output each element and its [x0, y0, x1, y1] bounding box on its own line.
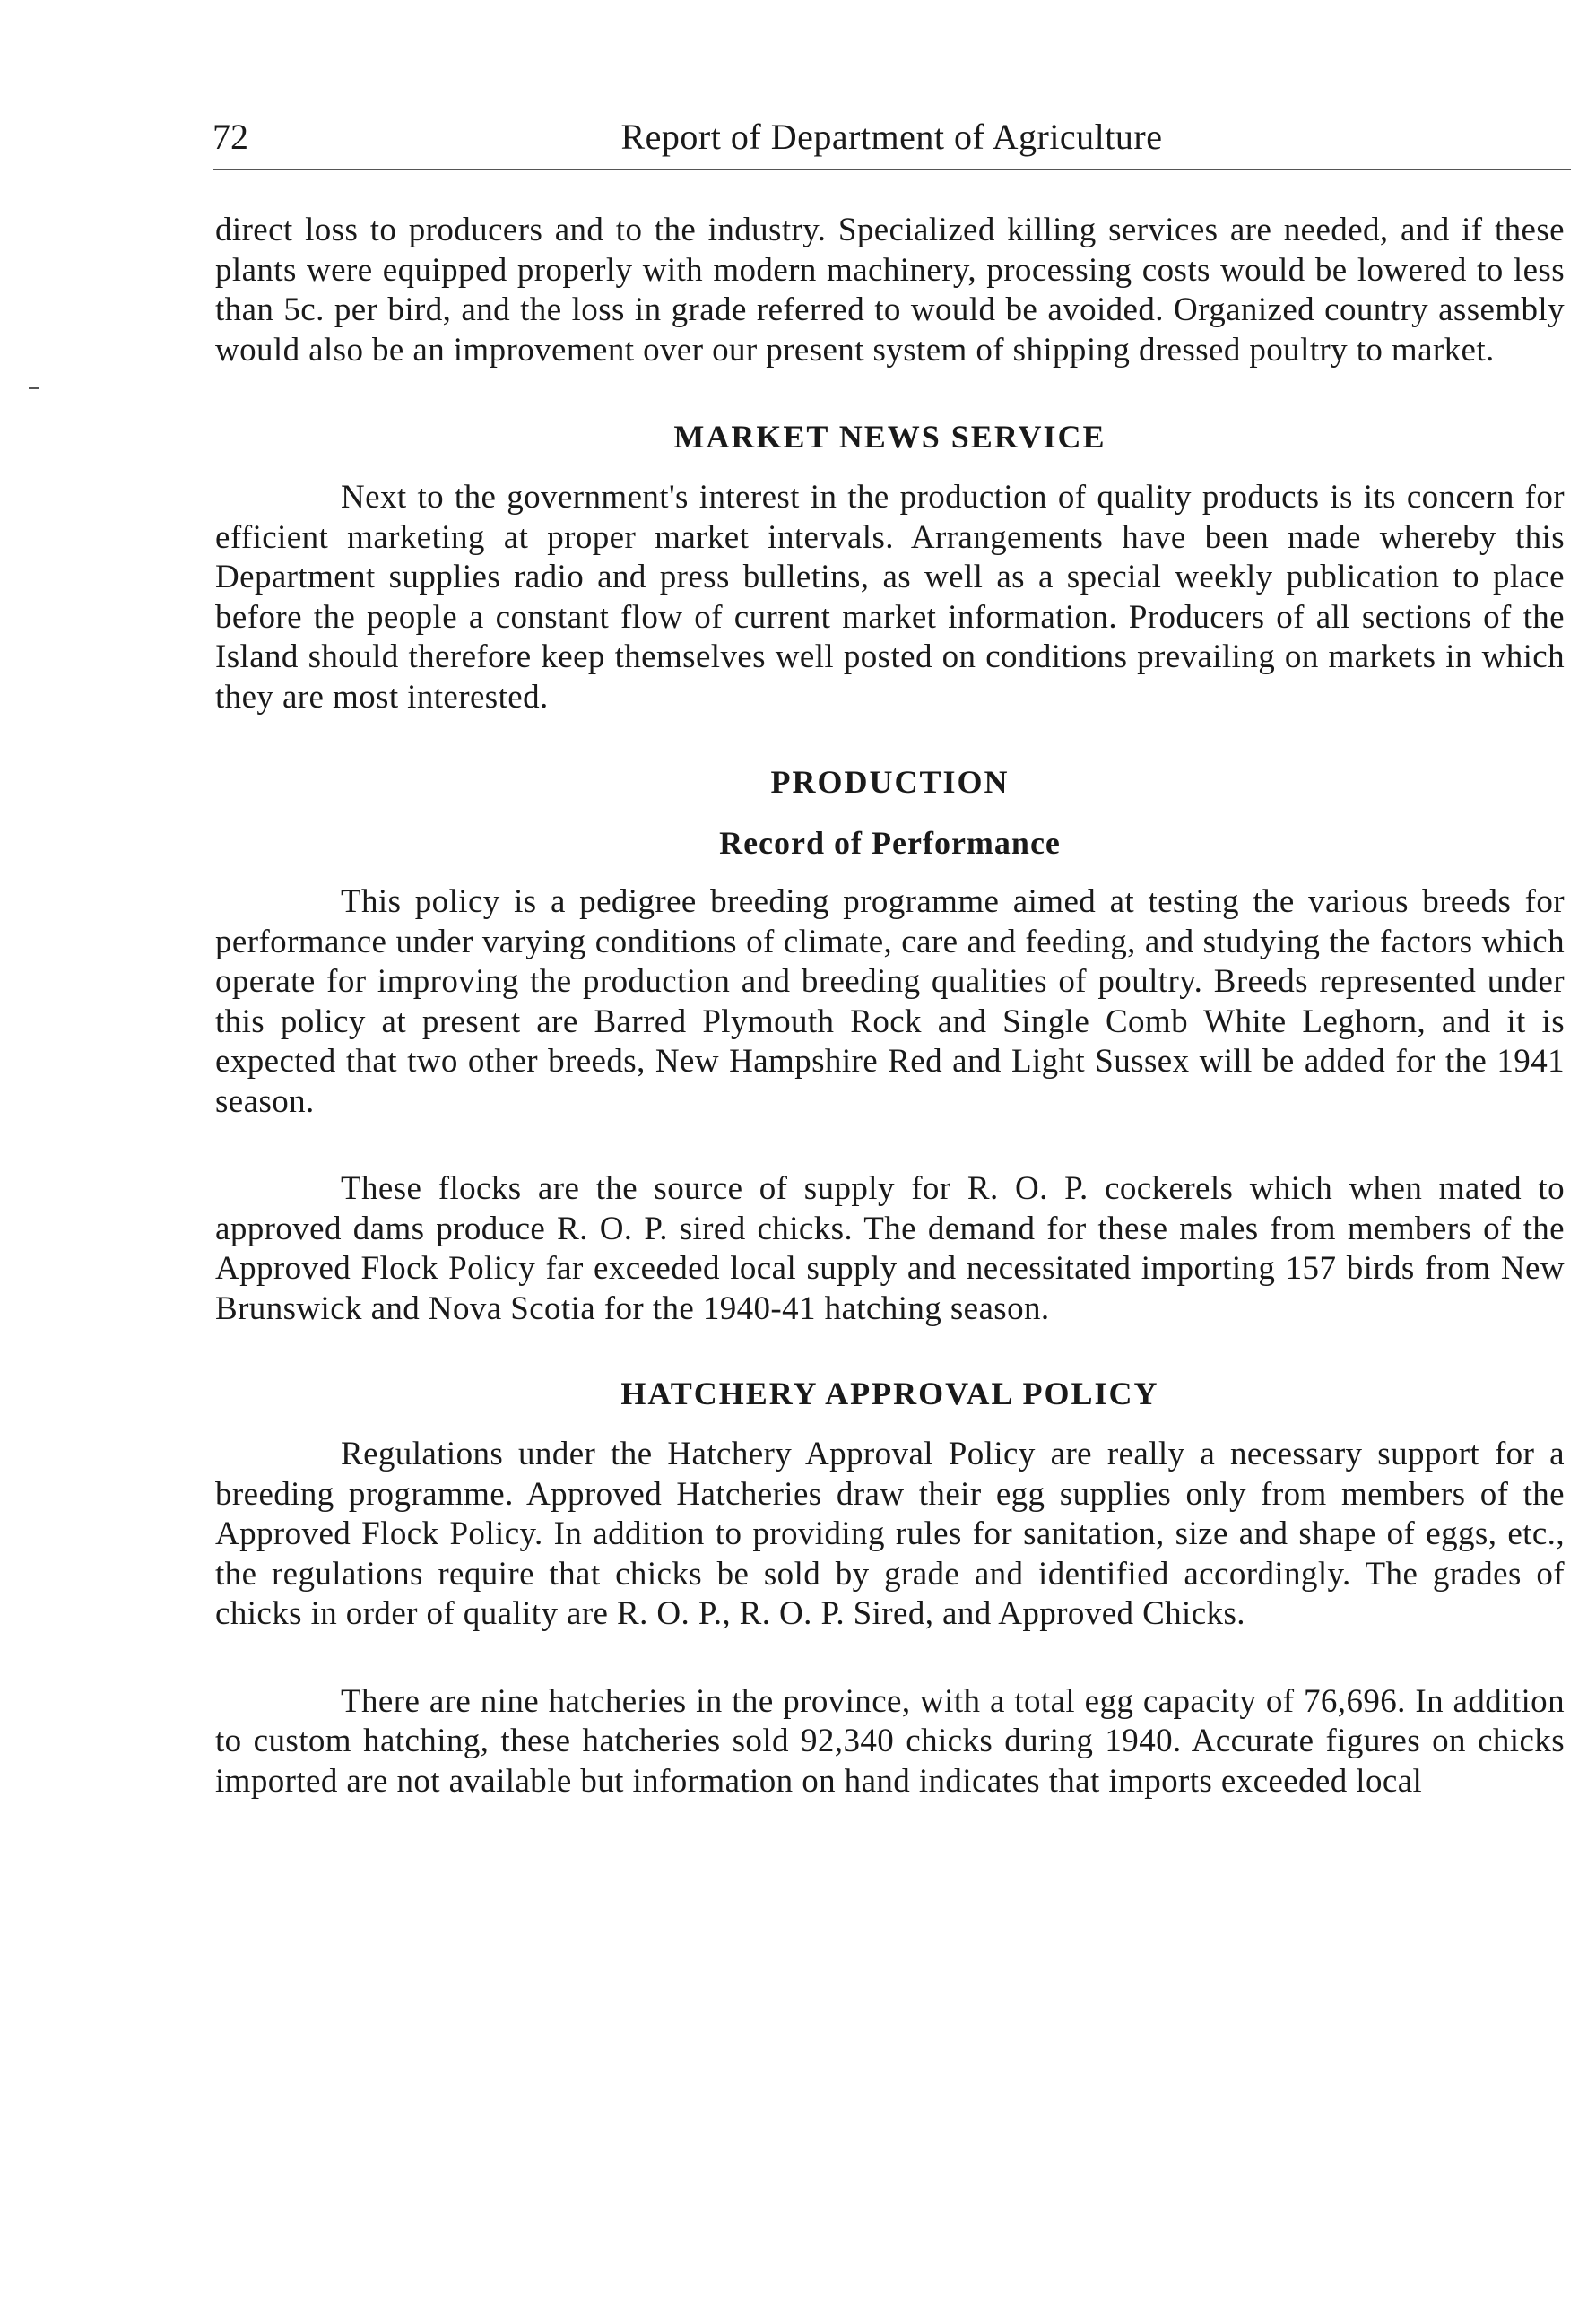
header-rule [213, 169, 1571, 170]
running-title: Report of Department of Agriculture [620, 117, 1163, 157]
running-header [213, 112, 1571, 162]
margin-mark [29, 387, 39, 389]
market-news-paragraph: Next to the government's interest in the production of quality products is its concern for efficient marketing at proper market intervals. Arrangements have been made whereby this Department supplies radio and press bulletins, as well as a special weekly publication to place before the people a constant flow of current market information. Producers of all sections of the Island should therefore keep themselves well posted on conditions prevailing on markets in which they are most interested. [215, 479, 1565, 716]
production-paragraph-2: These flocks are the source of supply for R. O. P. cockerels which when mated to approved dams produce R. O. P. sired chicks. The demand for these males from members of the Approved Flock Policy far exceeded local supply and necessitated importing 157 birds from New Brunswick and Nova Scotia for the 1940-41 hatching season. [215, 1170, 1565, 1327]
section-heading-production: PRODUCTION [770, 764, 1010, 800]
subheading-record-of-performance: Record of Performance [719, 825, 1061, 861]
section-heading-market-news: MARKET NEWS SERVICE [673, 419, 1106, 455]
page-number: 72 [213, 117, 248, 157]
hatchery-paragraph-2: There are nine hatcheries in the province, with a total egg capacity of 76,696. In addition to custom hatching, these hatcheries sold 92,340 chicks during 1940. Accurate figures on chicks imported are not available but information on hand indicates that imports exceeded local [215, 1682, 1565, 1800]
document-body [215, 211, 1565, 1801]
production-paragraph-1: This policy is a pedigree breeding programme aimed at testing the various breeds for performance under varying conditions of climate, care and feeding, and studying the factors which operate for improving the production and breeding qualities of poultry. Breeds represented under this policy at present are Barred Plymouth Rock and Single Comb White Leghorn, and it is expected that two other breeds, New Hampshire Red and Light Sussex will be added for the 1941 season. [215, 883, 1565, 1120]
section-heading-hatchery-approval: HATCHERY APPROVAL POLICY [620, 1376, 1159, 1411]
intro-paragraph: direct loss to producers and to the industry. Specialized killing services are needed, and if these plants were equipped properly with modern machinery, processing costs would be lowered to less than 5c. per bird, and the loss in grade referred to would be avoided. Organized country assembly would also be an improvement over our present system of shipping dressed poultry to market. [215, 212, 1565, 369]
hatchery-paragraph-1: Regulations under the Hatchery Approval Policy are really a necessary support for a breeding programme. Approved Hatcheries draw their egg supplies only from members of the Approved Flock Policy. In addition to providing rules for sanitation, size and shape of eggs, etc., the regulations require that chicks be sold by grade and identified accordingly. The grades of chicks in order of quality are R. O. P., R. O. P. Sired, and Approved Chicks. [215, 1436, 1565, 1632]
